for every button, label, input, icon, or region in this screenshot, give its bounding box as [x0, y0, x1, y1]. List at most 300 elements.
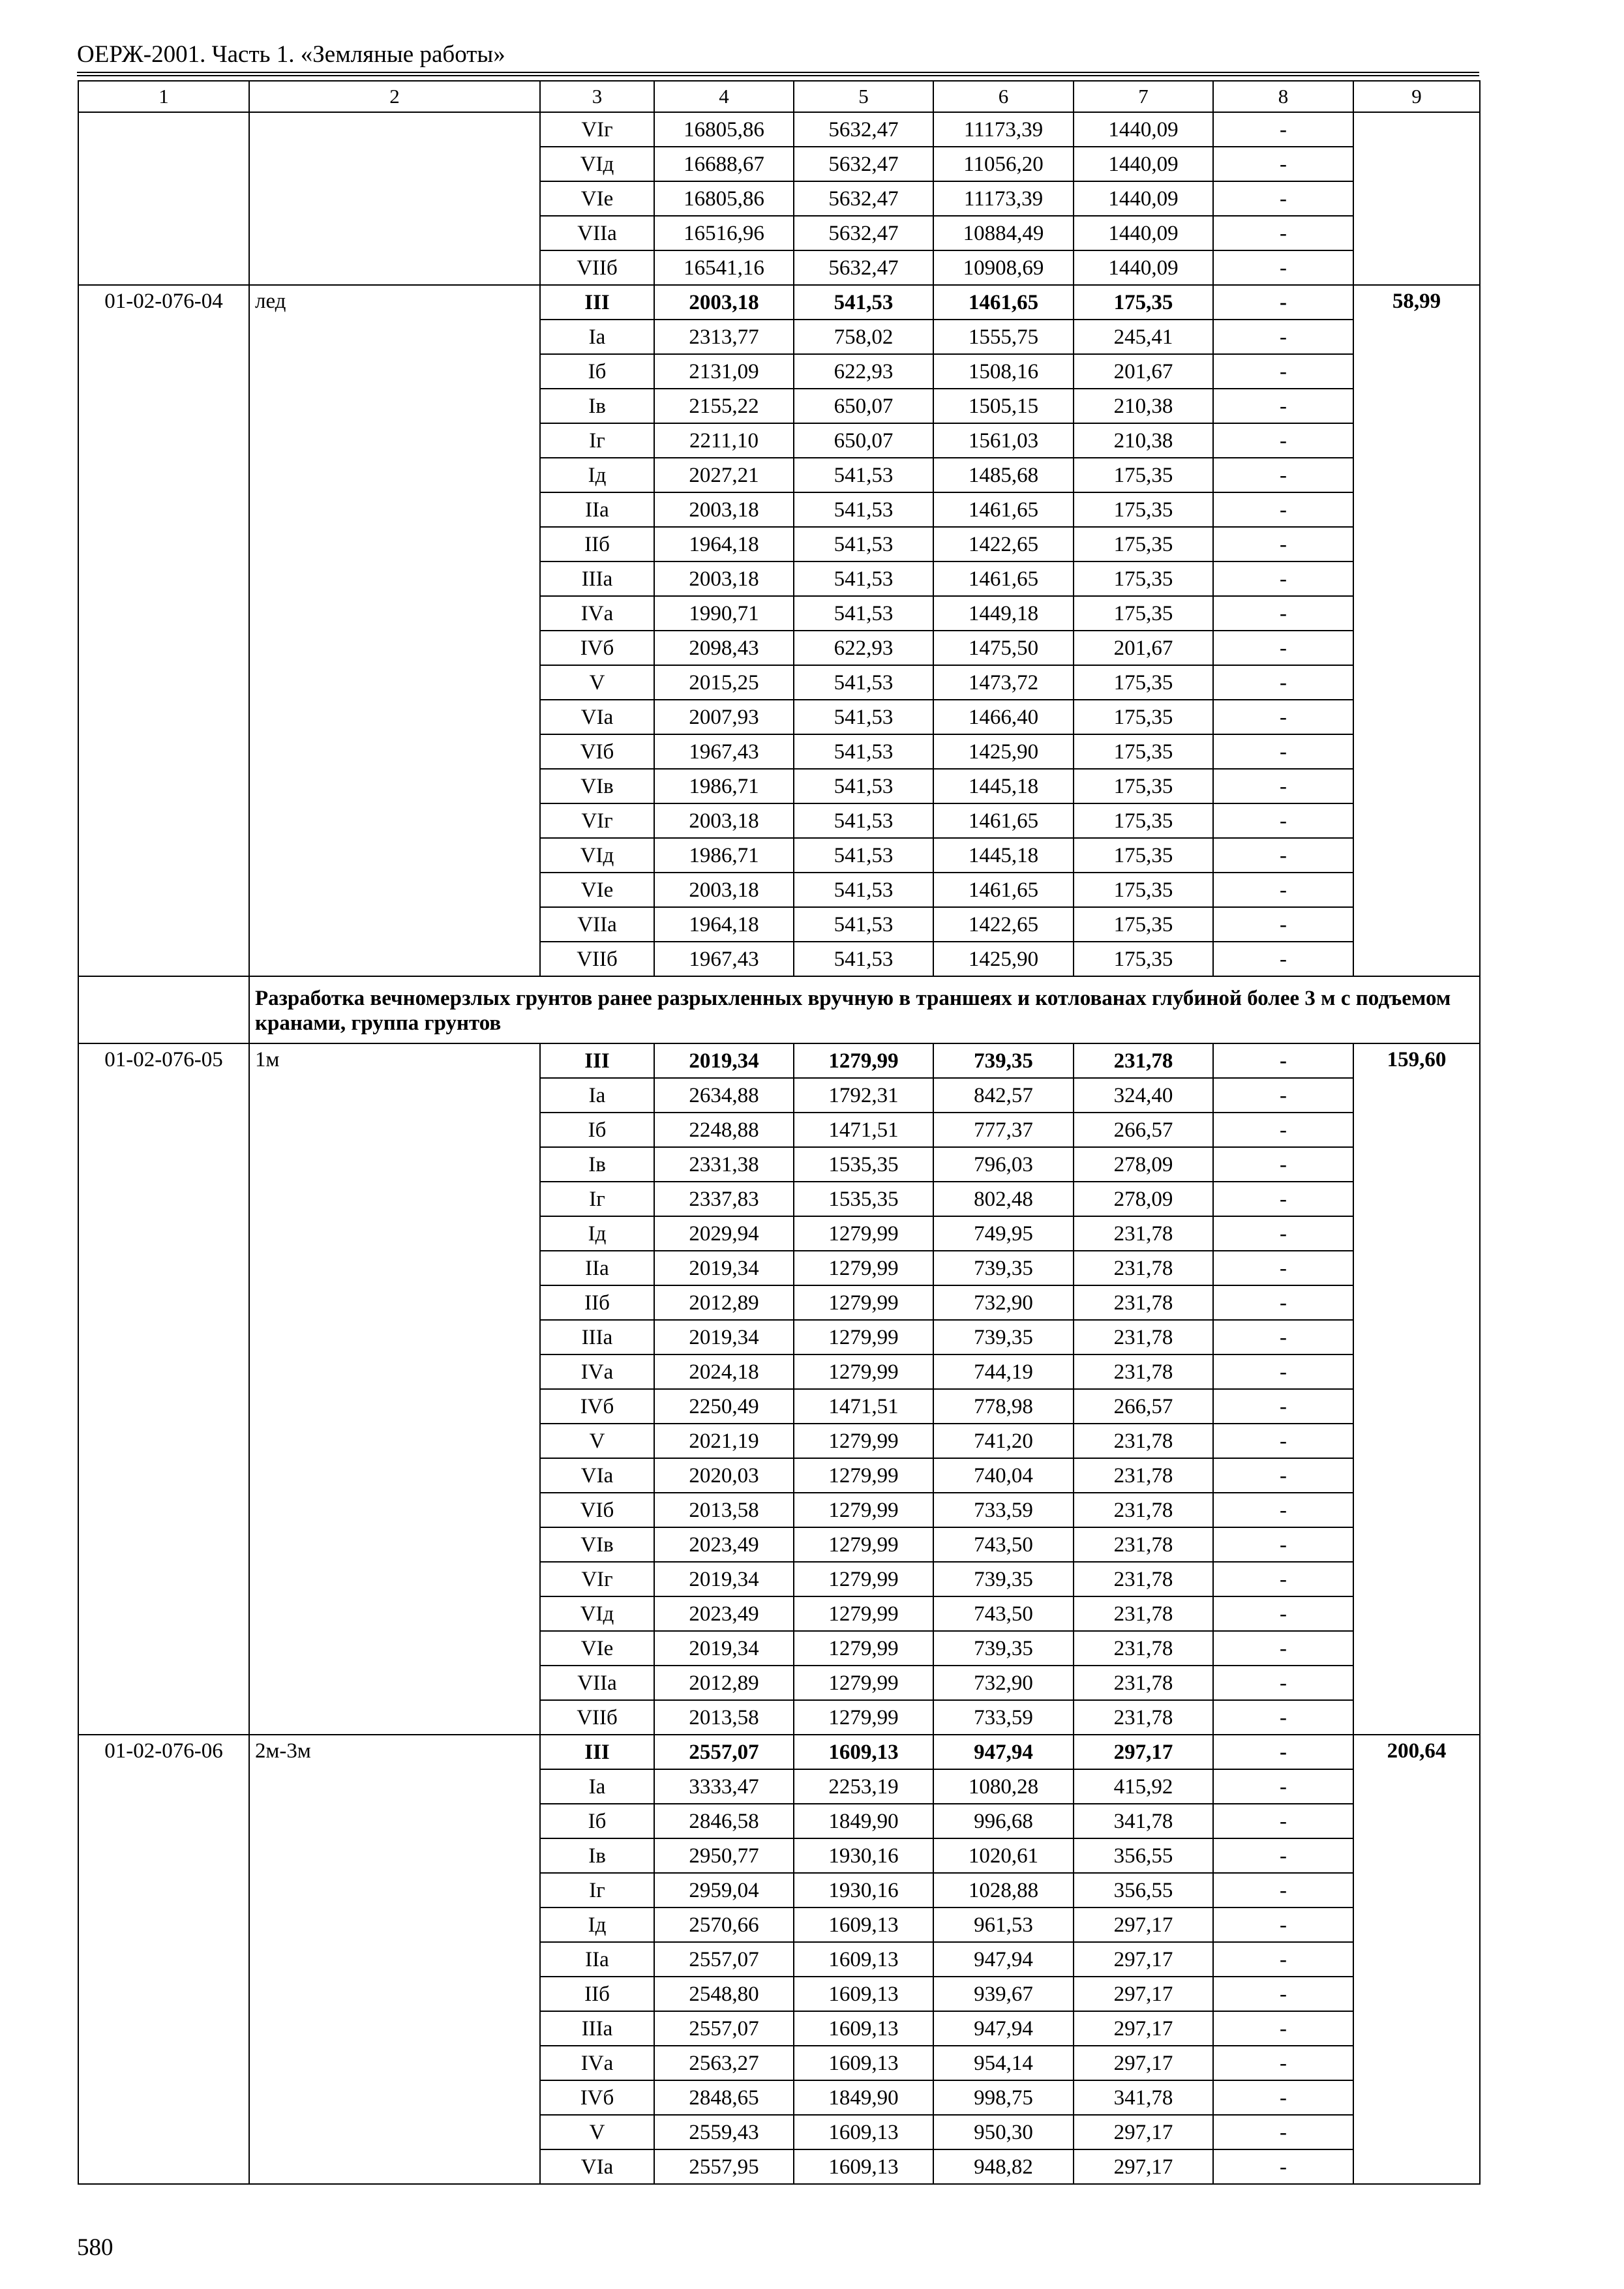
- value-cell: -: [1213, 492, 1353, 527]
- section-code-cell: [78, 976, 249, 1043]
- value-cell: 541,53: [794, 285, 933, 320]
- rate-name: лед: [249, 285, 540, 976]
- value-cell: 948,82: [933, 2149, 1074, 2184]
- value-cell: 231,78: [1074, 1285, 1213, 1320]
- soil-group-cell: VIг: [540, 803, 654, 838]
- value-cell: 1279,99: [794, 1251, 933, 1285]
- soil-group-cell: Iв: [540, 1838, 654, 1873]
- value-cell: 175,35: [1074, 700, 1213, 734]
- value-cell: 231,78: [1074, 1354, 1213, 1389]
- soil-group-cell: IVб: [540, 2080, 654, 2115]
- value-cell: -: [1213, 1666, 1353, 1700]
- value-cell: 2027,21: [654, 458, 794, 492]
- soil-group-cell: Iд: [540, 458, 654, 492]
- value-cell: 744,19: [933, 1354, 1074, 1389]
- soil-group-cell: IIа: [540, 1251, 654, 1285]
- value-cell: 278,09: [1074, 1182, 1213, 1216]
- value-cell: 1279,99: [794, 1216, 933, 1251]
- soil-group-cell: V: [540, 665, 654, 700]
- col9-cell: [1353, 112, 1480, 285]
- value-cell: 947,94: [933, 2011, 1074, 2046]
- value-cell: 1930,16: [794, 1873, 933, 1908]
- soil-group-cell: IIIа: [540, 1320, 654, 1354]
- value-cell: 10884,49: [933, 216, 1074, 250]
- value-cell: 278,09: [1074, 1147, 1213, 1182]
- value-cell: 739,35: [933, 1320, 1074, 1354]
- value-cell: 1471,51: [794, 1389, 933, 1424]
- value-cell: 297,17: [1074, 2115, 1213, 2149]
- value-cell: -: [1213, 2011, 1353, 2046]
- value-cell: 1279,99: [794, 1700, 933, 1735]
- value-cell: 5632,47: [794, 250, 933, 285]
- value-cell: 733,59: [933, 1700, 1074, 1735]
- value-cell: 1609,13: [794, 2115, 933, 2149]
- value-cell: 1440,09: [1074, 147, 1213, 181]
- value-cell: 741,20: [933, 1424, 1074, 1458]
- value-cell: 732,90: [933, 1666, 1074, 1700]
- value-cell: 175,35: [1074, 285, 1213, 320]
- value-cell: -: [1213, 803, 1353, 838]
- column-number: 4: [654, 81, 794, 112]
- value-cell: 1279,99: [794, 1285, 933, 1320]
- value-cell: 231,78: [1074, 1527, 1213, 1562]
- soil-group-cell: Iв: [540, 389, 654, 423]
- value-cell: -: [1213, 1804, 1353, 1838]
- value-cell: 541,53: [794, 769, 933, 803]
- soil-group-cell: IIIа: [540, 2011, 654, 2046]
- value-cell: 733,59: [933, 1493, 1074, 1527]
- value-cell: 2003,18: [654, 492, 794, 527]
- value-cell: 2337,83: [654, 1182, 794, 1216]
- soil-group-cell: VIе: [540, 1631, 654, 1666]
- value-cell: 175,35: [1074, 838, 1213, 873]
- value-cell: -: [1213, 2115, 1353, 2149]
- code-cell: [78, 112, 249, 285]
- value-cell: 739,35: [933, 1043, 1074, 1078]
- column-number: 2: [249, 81, 540, 112]
- value-cell: 11056,20: [933, 147, 1074, 181]
- value-cell: 622,93: [794, 354, 933, 389]
- value-cell: 1471,51: [794, 1113, 933, 1147]
- soil-group-cell: VIа: [540, 2149, 654, 2184]
- soil-group-cell: IIб: [540, 527, 654, 561]
- value-cell: -: [1213, 1735, 1353, 1769]
- value-cell: 5632,47: [794, 147, 933, 181]
- value-cell: 1461,65: [933, 492, 1074, 527]
- value-cell: 297,17: [1074, 2149, 1213, 2184]
- value-cell: -: [1213, 1389, 1353, 1424]
- value-cell: 939,67: [933, 1977, 1074, 2011]
- value-cell: 1279,99: [794, 1631, 933, 1666]
- value-cell: 2019,34: [654, 1043, 794, 1078]
- value-cell: 2007,93: [654, 700, 794, 734]
- value-cell: 1792,31: [794, 1078, 933, 1113]
- value-cell: 2024,18: [654, 1354, 794, 1389]
- value-cell: 10908,69: [933, 250, 1074, 285]
- value-cell: 1279,99: [794, 1596, 933, 1631]
- value-cell: 297,17: [1074, 1908, 1213, 1942]
- table-row: [78, 112, 1480, 147]
- soil-group-cell: Iа: [540, 320, 654, 354]
- soil-group-cell: VIа: [540, 700, 654, 734]
- value-cell: 2003,18: [654, 561, 794, 596]
- value-cell: -: [1213, 1631, 1353, 1666]
- value-cell: 1028,88: [933, 1873, 1074, 1908]
- soil-group-cell: IVб: [540, 1389, 654, 1424]
- soil-group-cell: III: [540, 1735, 654, 1769]
- value-cell: -: [1213, 2080, 1353, 2115]
- soil-group-cell: IIб: [540, 1977, 654, 2011]
- value-cell: 175,35: [1074, 492, 1213, 527]
- value-cell: -: [1213, 527, 1353, 561]
- value-cell: -: [1213, 1216, 1353, 1251]
- value-cell: 356,55: [1074, 1838, 1213, 1873]
- value-cell: 796,03: [933, 1147, 1074, 1182]
- value-cell: -: [1213, 1908, 1353, 1942]
- value-cell: -: [1213, 1493, 1353, 1527]
- value-cell: 541,53: [794, 527, 933, 561]
- value-cell: 2570,66: [654, 1908, 794, 1942]
- value-cell: -: [1213, 631, 1353, 665]
- value-cell: 2959,04: [654, 1873, 794, 1908]
- value-cell: 11173,39: [933, 112, 1074, 147]
- column-number: 8: [1213, 81, 1353, 112]
- value-cell: 732,90: [933, 1285, 1074, 1320]
- value-cell: 175,35: [1074, 596, 1213, 631]
- value-cell: 2557,07: [654, 1735, 794, 1769]
- value-cell: 2846,58: [654, 1804, 794, 1838]
- rate-name: 1м: [249, 1043, 540, 1735]
- value-cell: 1440,09: [1074, 181, 1213, 216]
- value-cell: 415,92: [1074, 1769, 1213, 1804]
- soil-group-cell: VIIа: [540, 1666, 654, 1700]
- value-cell: 1279,99: [794, 1043, 933, 1078]
- value-cell: 201,67: [1074, 631, 1213, 665]
- value-cell: 1609,13: [794, 1735, 933, 1769]
- value-cell: 2003,18: [654, 285, 794, 320]
- value-cell: -: [1213, 181, 1353, 216]
- value-cell: 1508,16: [933, 354, 1074, 389]
- value-cell: 1555,75: [933, 320, 1074, 354]
- soil-group-cell: Iг: [540, 1182, 654, 1216]
- value-cell: -: [1213, 458, 1353, 492]
- value-cell: 739,35: [933, 1562, 1074, 1596]
- value-cell: 2023,49: [654, 1527, 794, 1562]
- value-cell: -: [1213, 1977, 1353, 2011]
- soil-group-cell: IIа: [540, 492, 654, 527]
- value-cell: -: [1213, 1320, 1353, 1354]
- value-cell: 743,50: [933, 1527, 1074, 1562]
- value-cell: 650,07: [794, 389, 933, 423]
- soil-group-cell: IIб: [540, 1285, 654, 1320]
- value-cell: -: [1213, 250, 1353, 285]
- soil-group-cell: IIIа: [540, 561, 654, 596]
- value-cell: 2559,43: [654, 2115, 794, 2149]
- value-cell: 541,53: [794, 734, 933, 769]
- value-cell: 2155,22: [654, 389, 794, 423]
- value-cell: 1461,65: [933, 285, 1074, 320]
- header-rule: [77, 72, 1479, 76]
- value-cell: 2021,19: [654, 1424, 794, 1458]
- value-cell: 2013,58: [654, 1493, 794, 1527]
- value-cell: 1535,35: [794, 1147, 933, 1182]
- value-cell: 231,78: [1074, 1666, 1213, 1700]
- soil-group-cell: IIа: [540, 1942, 654, 1977]
- value-cell: 541,53: [794, 458, 933, 492]
- value-cell: 341,78: [1074, 2080, 1213, 2115]
- value-cell: 2019,34: [654, 1251, 794, 1285]
- value-cell: 541,53: [794, 700, 933, 734]
- value-cell: 1609,13: [794, 1942, 933, 1977]
- soil-group-cell: IVа: [540, 2046, 654, 2080]
- soil-group-cell: VIд: [540, 838, 654, 873]
- value-cell: 1964,18: [654, 907, 794, 942]
- value-cell: 297,17: [1074, 1977, 1213, 2011]
- value-cell: 2250,49: [654, 1389, 794, 1424]
- value-cell: -: [1213, 1113, 1353, 1147]
- value-cell: 297,17: [1074, 2046, 1213, 2080]
- soil-group-cell: VIг: [540, 112, 654, 147]
- value-cell: 541,53: [794, 838, 933, 873]
- value-cell: 231,78: [1074, 1596, 1213, 1631]
- value-cell: 1986,71: [654, 769, 794, 803]
- value-cell: 231,78: [1074, 1043, 1213, 1078]
- value-cell: 947,94: [933, 1735, 1074, 1769]
- value-cell: 758,02: [794, 320, 933, 354]
- value-cell: 541,53: [794, 907, 933, 942]
- value-cell: 231,78: [1074, 1216, 1213, 1251]
- name-cell: [249, 112, 540, 285]
- value-cell: 541,53: [794, 492, 933, 527]
- soil-group-cell: V: [540, 2115, 654, 2149]
- value-cell: 1020,61: [933, 1838, 1074, 1873]
- value-cell: 1466,40: [933, 700, 1074, 734]
- section-row: [78, 976, 1480, 1043]
- value-cell: 2331,38: [654, 1147, 794, 1182]
- value-cell: 2015,25: [654, 665, 794, 700]
- value-cell: -: [1213, 1043, 1353, 1078]
- soil-group-cell: VIд: [540, 1596, 654, 1631]
- value-cell: 743,50: [933, 1596, 1074, 1631]
- value-cell: 2012,89: [654, 1666, 794, 1700]
- value-cell: 1609,13: [794, 2046, 933, 2080]
- value-cell: -: [1213, 216, 1353, 250]
- value-cell: 1849,90: [794, 1804, 933, 1838]
- value-cell: 2557,95: [654, 2149, 794, 2184]
- value-cell: 961,53: [933, 1908, 1074, 1942]
- soil-group-cell: Iд: [540, 1908, 654, 1942]
- value-cell: 842,57: [933, 1078, 1074, 1113]
- value-cell: -: [1213, 285, 1353, 320]
- col9-value: 58,99: [1353, 285, 1480, 976]
- value-cell: 16805,86: [654, 112, 794, 147]
- value-cell: 1964,18: [654, 527, 794, 561]
- value-cell: 1609,13: [794, 2149, 933, 2184]
- value-cell: 266,57: [1074, 1389, 1213, 1424]
- table-row: [78, 1735, 1480, 1769]
- value-cell: 2020,03: [654, 1458, 794, 1493]
- soil-group-cell: Iа: [540, 1769, 654, 1804]
- value-cell: 231,78: [1074, 1562, 1213, 1596]
- soil-group-cell: VIв: [540, 1527, 654, 1562]
- value-cell: -: [1213, 1147, 1353, 1182]
- value-cell: 740,04: [933, 1458, 1074, 1493]
- value-cell: 2131,09: [654, 354, 794, 389]
- value-cell: 1279,99: [794, 1493, 933, 1527]
- value-cell: 1422,65: [933, 527, 1074, 561]
- value-cell: 2557,07: [654, 2011, 794, 2046]
- value-cell: 16805,86: [654, 181, 794, 216]
- value-cell: 2253,19: [794, 1769, 933, 1804]
- value-cell: 1609,13: [794, 1977, 933, 2011]
- value-cell: 1440,09: [1074, 112, 1213, 147]
- value-cell: 2019,34: [654, 1320, 794, 1354]
- value-cell: 1279,99: [794, 1354, 933, 1389]
- value-cell: 11173,39: [933, 181, 1074, 216]
- value-cell: -: [1213, 907, 1353, 942]
- value-cell: -: [1213, 1873, 1353, 1908]
- value-cell: 1461,65: [933, 873, 1074, 907]
- rate-name: 2м-3м: [249, 1735, 540, 2184]
- value-cell: 175,35: [1074, 873, 1213, 907]
- value-cell: 2019,34: [654, 1631, 794, 1666]
- value-cell: 16688,67: [654, 147, 794, 181]
- soil-group-cell: Iа: [540, 1078, 654, 1113]
- value-cell: 541,53: [794, 873, 933, 907]
- column-number: 3: [540, 81, 654, 112]
- value-cell: 622,93: [794, 631, 933, 665]
- value-cell: 1449,18: [933, 596, 1074, 631]
- value-cell: 2248,88: [654, 1113, 794, 1147]
- value-cell: -: [1213, 354, 1353, 389]
- value-cell: 175,35: [1074, 734, 1213, 769]
- soil-group-cell: III: [540, 1043, 654, 1078]
- value-cell: 2098,43: [654, 631, 794, 665]
- value-cell: 231,78: [1074, 1631, 1213, 1666]
- soil-group-cell: Iб: [540, 1804, 654, 1838]
- value-cell: 1986,71: [654, 838, 794, 873]
- value-cell: -: [1213, 1700, 1353, 1735]
- value-cell: 5632,47: [794, 112, 933, 147]
- value-cell: 1279,99: [794, 1527, 933, 1562]
- value-cell: 777,37: [933, 1113, 1074, 1147]
- value-cell: 5632,47: [794, 181, 933, 216]
- value-cell: 175,35: [1074, 665, 1213, 700]
- value-cell: 1279,99: [794, 1458, 933, 1493]
- soil-group-cell: VIIб: [540, 942, 654, 976]
- value-cell: -: [1213, 147, 1353, 181]
- value-cell: 231,78: [1074, 1700, 1213, 1735]
- soil-group-cell: Iб: [540, 354, 654, 389]
- value-cell: -: [1213, 734, 1353, 769]
- value-cell: 5632,47: [794, 216, 933, 250]
- value-cell: 749,95: [933, 1216, 1074, 1251]
- value-cell: 1967,43: [654, 734, 794, 769]
- value-cell: 1080,28: [933, 1769, 1074, 1804]
- value-cell: -: [1213, 423, 1353, 458]
- soil-group-cell: VIIб: [540, 250, 654, 285]
- value-cell: 1445,18: [933, 769, 1074, 803]
- value-cell: 2557,07: [654, 1942, 794, 1977]
- value-cell: 1561,03: [933, 423, 1074, 458]
- value-cell: 245,41: [1074, 320, 1213, 354]
- value-cell: 2548,80: [654, 1977, 794, 2011]
- soil-group-cell: IVб: [540, 631, 654, 665]
- rate-code: 01-02-076-04: [78, 285, 249, 976]
- value-cell: -: [1213, 1424, 1353, 1458]
- soil-group-cell: VIIб: [540, 1700, 654, 1735]
- value-cell: 996,68: [933, 1804, 1074, 1838]
- value-cell: 998,75: [933, 2080, 1074, 2115]
- soil-group-cell: VIIа: [540, 907, 654, 942]
- value-cell: 739,35: [933, 1251, 1074, 1285]
- value-cell: 1445,18: [933, 838, 1074, 873]
- value-cell: 2003,18: [654, 873, 794, 907]
- value-cell: 778,98: [933, 1389, 1074, 1424]
- value-cell: 201,67: [1074, 354, 1213, 389]
- value-cell: 175,35: [1074, 458, 1213, 492]
- value-cell: 1849,90: [794, 2080, 933, 2115]
- value-cell: 541,53: [794, 596, 933, 631]
- value-cell: 175,35: [1074, 561, 1213, 596]
- value-cell: 231,78: [1074, 1320, 1213, 1354]
- value-cell: 2634,88: [654, 1078, 794, 1113]
- soil-group-cell: III: [540, 285, 654, 320]
- value-cell: 650,07: [794, 423, 933, 458]
- table-row: [78, 285, 1480, 320]
- value-cell: -: [1213, 389, 1353, 423]
- value-cell: 1990,71: [654, 596, 794, 631]
- value-cell: 210,38: [1074, 423, 1213, 458]
- value-cell: 1440,09: [1074, 250, 1213, 285]
- value-cell: 1485,68: [933, 458, 1074, 492]
- section-title: Разработка вечномерзлых грунтов ранее разрыхленных вручную в траншеях и котлованах глубиной более 3 м с подъемом кранами, группа грунтов: [249, 976, 1480, 1043]
- value-cell: -: [1213, 1285, 1353, 1320]
- value-cell: -: [1213, 561, 1353, 596]
- value-cell: 1967,43: [654, 942, 794, 976]
- rate-code: 01-02-076-05: [78, 1043, 249, 1735]
- value-cell: 3333,47: [654, 1769, 794, 1804]
- soil-group-cell: IVа: [540, 596, 654, 631]
- value-cell: -: [1213, 1458, 1353, 1493]
- value-cell: 356,55: [1074, 1873, 1213, 1908]
- soil-group-cell: Iд: [540, 1216, 654, 1251]
- value-cell: -: [1213, 700, 1353, 734]
- value-cell: 16541,16: [654, 250, 794, 285]
- value-cell: 2563,27: [654, 2046, 794, 2080]
- value-cell: 297,17: [1074, 1942, 1213, 1977]
- soil-group-cell: VIIа: [540, 216, 654, 250]
- value-cell: 231,78: [1074, 1251, 1213, 1285]
- page-number: 580: [77, 2234, 113, 2261]
- value-cell: 541,53: [794, 561, 933, 596]
- column-number: 6: [933, 81, 1074, 112]
- column-number-row: [78, 81, 1480, 112]
- value-cell: 1279,99: [794, 1320, 933, 1354]
- value-cell: 954,14: [933, 2046, 1074, 2080]
- value-cell: 1609,13: [794, 2011, 933, 2046]
- value-cell: 2023,49: [654, 1596, 794, 1631]
- value-cell: -: [1213, 112, 1353, 147]
- value-cell: 1473,72: [933, 665, 1074, 700]
- value-cell: -: [1213, 1078, 1353, 1113]
- value-cell: 1461,65: [933, 561, 1074, 596]
- value-cell: 2029,94: [654, 1216, 794, 1251]
- value-cell: 341,78: [1074, 1804, 1213, 1838]
- soil-group-cell: Iг: [540, 423, 654, 458]
- value-cell: 541,53: [794, 803, 933, 838]
- soil-group-cell: VIе: [540, 181, 654, 216]
